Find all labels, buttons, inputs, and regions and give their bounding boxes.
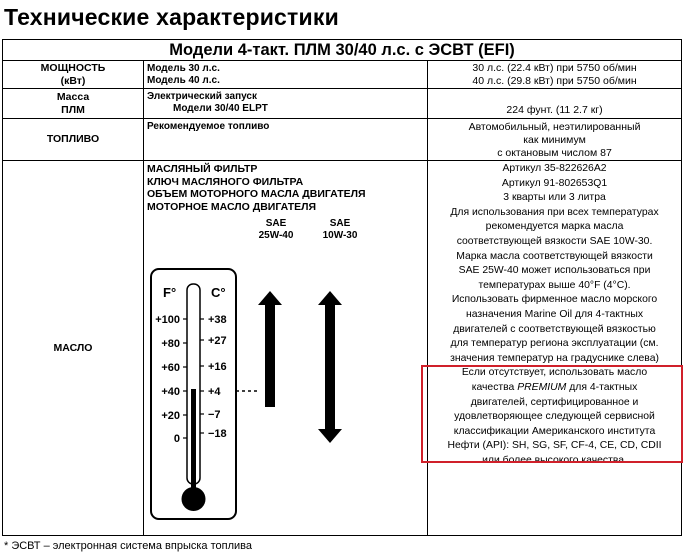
power-value-30: 30 л.с. (22.4 кВт) при 5750 об/мин: [472, 62, 637, 74]
oil-value-line: SAE 25W-40 может использоваться при: [458, 265, 651, 277]
premium-note-line: Если отсутствует, использовать масло: [461, 367, 648, 379]
oil-value-line: значения температур на градуснике слева): [450, 352, 659, 364]
power-row: [3, 61, 682, 89]
footnote: * ЭСВТ – электронная система впрыска топлива: [4, 540, 252, 552]
model-30: Модель 30 л.с.: [147, 63, 220, 74]
premium-note-line: Нефти (API): SH, SG, SF, CF-4, CE, CD, CDII: [447, 440, 662, 452]
c-tick: −7: [208, 409, 221, 421]
mass-start-type: Электрический запуск: [147, 91, 257, 102]
fuel-label: ТОПЛИВО: [3, 119, 144, 161]
oil-value-line: назначения Marine Oil для 4-тактных: [465, 308, 644, 320]
mass-model-name: Модели 30/40 ELPT: [173, 103, 268, 114]
fuel-value-line-3: с октановым числом 87: [497, 147, 612, 159]
engine-oil-label: МОТОРНОЕ МАСЛО ДВИГАТЕЛЯ: [147, 200, 317, 213]
table-header-row: [3, 40, 682, 61]
f-tick: +40: [161, 386, 180, 398]
oil-value-line: Марка масла соответствующей вязкости: [456, 250, 653, 262]
c-tick: −18: [208, 428, 227, 440]
model-40: Модель 40 л.с.: [147, 75, 220, 86]
c-tick: +16: [208, 361, 227, 373]
oil-value-line: 3 кварты или 3 литра: [503, 192, 606, 204]
power-values: [428, 61, 682, 89]
mass-value: 224 фунт. (11 2.7 кг): [428, 89, 682, 119]
c-tick: +27: [208, 335, 227, 347]
power-value-40: 40 л.с. (29.8 кВт) при 5750 об/мин: [472, 75, 637, 87]
sae-10w30-arrow-icon: [318, 291, 342, 443]
mass-models: [144, 89, 428, 119]
fuel-value: [428, 119, 682, 161]
sae-grade: 10W-30: [322, 230, 358, 241]
oil-values: [428, 161, 682, 536]
f-tick: +60: [161, 362, 180, 374]
sae-25w40-arrow-icon: [258, 291, 282, 407]
premium-note-line: классификации Американского института: [453, 425, 656, 437]
fuel-value-line-2: как минимум: [523, 134, 586, 146]
sae-label: SAE: [265, 218, 287, 229]
oil-value-line: Артикул 91-802653Q1: [501, 177, 608, 189]
c-tick: +4: [208, 386, 221, 398]
premium-emphasis: PREMIUM: [517, 381, 567, 393]
thermometer-diagram: [140, 229, 380, 529]
oil-value-line: температурах выше 40°F (4°C).: [478, 279, 631, 291]
fahrenheit-label: F°: [163, 285, 177, 300]
premium-note-line: или более высокого качества.: [482, 454, 627, 466]
fuel-value-line-1: Автомобильный, неэтилированный: [468, 121, 641, 133]
premium-highlight-box: [421, 365, 683, 463]
oil-value-line: двигателей с соответствующей вязкостью: [453, 323, 656, 335]
mass-label: [3, 89, 144, 119]
oil-value-line: рекомендуется марка масла: [485, 221, 624, 233]
premium-note-line: удовлетворяющее следующей сервисной: [454, 411, 655, 423]
table-header: Модели 4-такт. ПЛМ 30/40 л.с. с ЭСВТ (EFI): [3, 40, 682, 61]
page-title: Технические характеристики: [4, 4, 339, 30]
mass-label-sub: ПЛМ: [61, 103, 85, 116]
oil-value-line: Использовать фирменное масло морского: [451, 294, 658, 306]
premium-note-text: качества: [471, 381, 518, 393]
celsius-label: C°: [211, 285, 226, 300]
mass-label-line: Масса: [56, 90, 90, 103]
premium-note-text: для 4-тактных: [566, 381, 638, 393]
oil-value-line: для температур региона эксплуатации (см.: [450, 338, 659, 350]
oil-value-line: Артикул 35-822626A2: [502, 163, 607, 174]
fuel-row: [3, 119, 682, 161]
oil-capacity-label: ОБЪЕМ МОТОРНОГО МАСЛА ДВИГАТЕЛЯ: [147, 188, 366, 200]
f-tick: +20: [161, 410, 180, 422]
power-label-line: МОЩНОСТЬ: [40, 61, 106, 74]
c-tick: +38: [208, 314, 227, 326]
power-label-unit: (кВт): [60, 74, 86, 87]
mass-row: [3, 89, 682, 119]
sae-grade: 25W-40: [258, 230, 294, 241]
sae-label: SAE: [329, 218, 351, 229]
f-tick: +80: [161, 338, 180, 350]
power-label: [3, 61, 144, 89]
f-tick: 0: [173, 433, 180, 445]
oil-value-line: соответствующей вязкости SAE 10W-30.: [456, 235, 653, 247]
oil-value-line: Для использования при всех температурах: [450, 206, 659, 218]
f-tick: +100: [155, 314, 180, 326]
power-models: [144, 61, 428, 89]
premium-note-line: двигателей, сертифицированное и: [470, 396, 639, 408]
oil-filter-wrench-label: КЛЮЧ МАСЛЯНОГО ФИЛЬТРА: [147, 175, 304, 188]
oil-label: МАСЛО: [3, 161, 144, 536]
oil-filter-label: МАСЛЯНЫЙ ФИЛЬТР: [147, 163, 258, 175]
fuel-desc: Рекомендуемое топливо: [144, 119, 428, 161]
